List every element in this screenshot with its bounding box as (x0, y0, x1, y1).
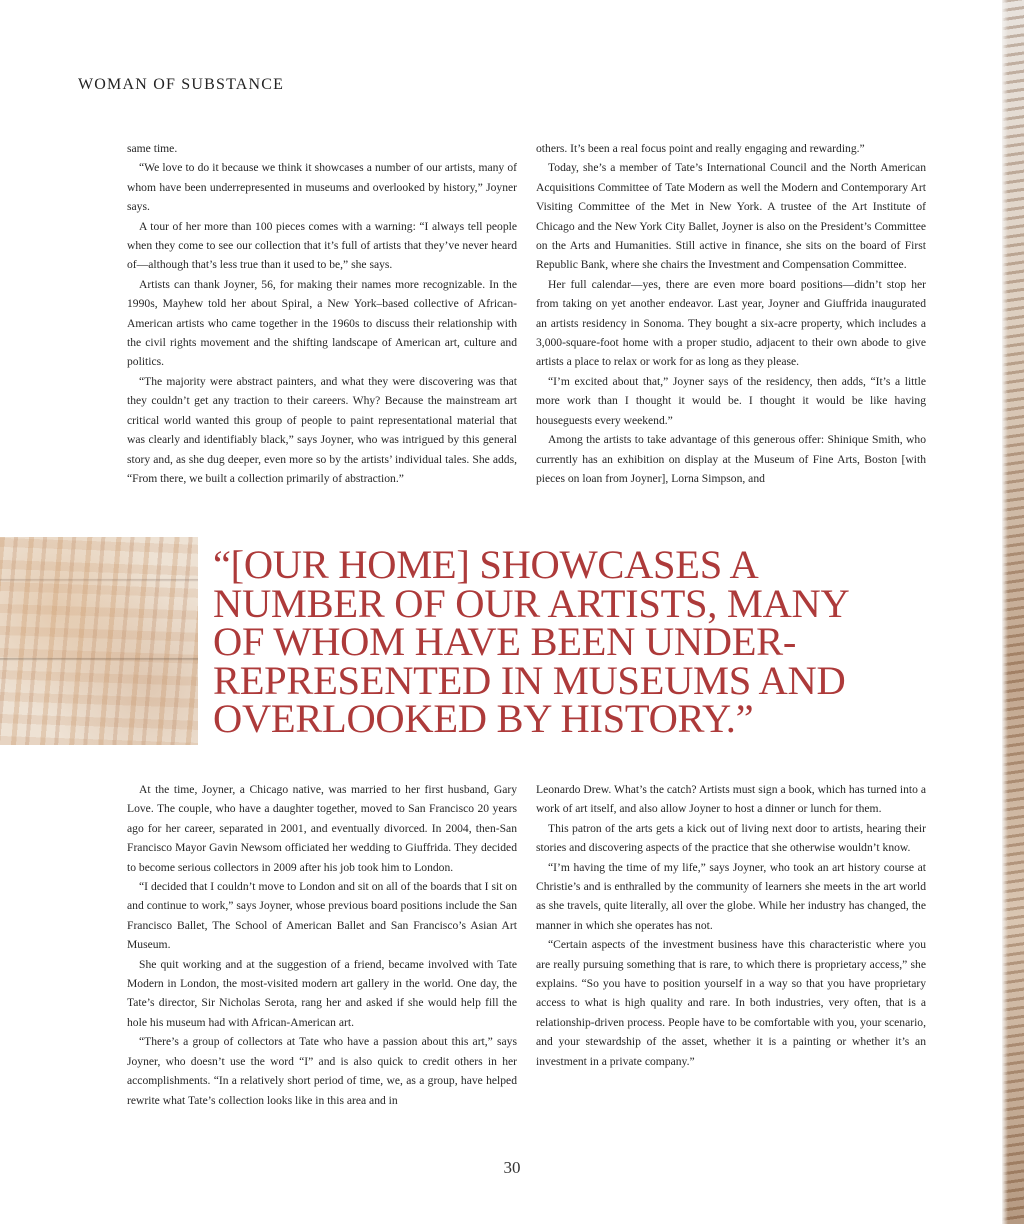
paragraph: “I decided that I couldn’t move to London and sit on all of the boards that I sit on and continue to work,” says Joyner, whose previous board positions include the San Francisco Ballet, The School of American Ballet and San Francisco’s Asian Art Museum. (127, 880, 517, 952)
paragraph: Among the artists to take advantage of this generous offer: Shinique Smith, who currently has an exhibition on display at the Museum of Fine Arts, Boston [with pieces on loan from Joyner], Lorna Simpson, and (536, 433, 926, 485)
paragraph: At the time, Joyner, a Chicago native, was married to her first husband, Gary Love. The couple, who have a daughter together, moved to San Francisco 20 years ago for her career, separated in 2001, and eventually divorced. In 2004, then-San Francisco Mayor Gavin Newsom officiated her wedding to Giuffrida. They decided to become serious collectors in 2009 after his job took him to London. (127, 783, 517, 874)
paragraph: She quit working and at the suggestion of a friend, became involved with Tate Modern in London, the most-visited modern art gallery in the world. One day, the Tate’s director, Sir Nicholas Serota, rang her and asked if she would help fill the hole his museum had with African-American art. (127, 957, 517, 1029)
paragraph: “I’m excited about that,” Joyner says of the residency, then adds, “It’s a little more work than I thought it would be. I thought it would be like having houseguests every weekend.” (536, 374, 926, 427)
paragraph: Leonardo Drew. What’s the catch? Artists must sign a book, which has turned into a work of art itself, and also allow Joyner to host a dinner or lunch for them. (536, 783, 926, 816)
edge-photo-strip (1002, 0, 1024, 1224)
column-bottom-left (127, 780, 517, 1110)
paragraph: “I’m having the time of my life,” says Joyner, who took an art history course at Christie’s and is enthralled by the community of learners she meets in the art world as she travels, quite literally, all over the globe. While her industry has changed, the manner in which she operates has not. (536, 860, 926, 932)
column-top-right (536, 139, 926, 488)
paragraph: same time. (127, 142, 178, 155)
paragraph: “The majority were abstract painters, and what they were discovering was that they couldn’t get any traction to their careers. Why? Because the mainstream art critical world wanted this group of people to paint representational material that was clearly and identifiably black,” says Joyner, who was intrigued by this general story and, as she dug deeper, even more so by the artists’ individual tales. She adds, “From there, we built a collection primarily of abstraction.” (127, 374, 517, 485)
paragraph: A tour of her more than 100 pieces comes with a warning: “I always tell people when they come to see our collection that it’s full of artists that they’ve never heard of—although that’s less true than it used to be,” she says. (127, 219, 517, 272)
wall-texture-photo (0, 537, 198, 745)
column-top-left (127, 139, 517, 488)
paragraph: Her full calendar—yes, there are even more board positions—didn’t stop her from taking on yet another endeavor. Last year, Joyner and Giuffrida inaugurated an artists residency in Sonoma. They bought a six-acre property, which includes a 3,000-square-foot home with a proper studio, adjacent to their own abode to give artists a place to relax or work for as long as they please. (536, 277, 926, 369)
paragraph: “There’s a group of collectors at Tate who have a passion about this art,” says Joyner, who doesn’t use the word “I” and is also quick to credit others in her accomplishments. “In a relatively short period of time, we, as a group, have helped rewrite what Tate’s collection looks like in this area and in (127, 1035, 517, 1107)
paragraph: This patron of the arts gets a kick out of living next door to artists, hearing their stories and discovering aspects of the practice that she otherwise wouldn’t know. (536, 821, 926, 855)
column-bottom-right (536, 780, 926, 1071)
pull-quote (213, 542, 943, 741)
pull-quote-line: OF WHOM HAVE BEEN UNDER- (213, 619, 797, 664)
pull-quote-line: “[OUR HOME] SHOWCASES A (213, 542, 759, 587)
page-number: 30 (503, 1158, 521, 1177)
paragraph: others. It’s been a real focus point and really engaging and rewarding.” (536, 142, 865, 155)
pull-quote-line: REPRESENTED IN MUSEUMS AND (213, 657, 846, 703)
running-head: WOMAN OF SUBSTANCE (78, 76, 285, 93)
paragraph: Today, she’s a member of Tate’s International Council and the North American Acquisitions Committee of Tate Modern as well the Modern and Contemporary Art Visiting Committee of the Met in New York. A trustee of the Art Institute of Chicago and the New York City Ballet, Joyner is also on the President’s Committee on the Arts and Humanities. Still active in finance, she sits on the board of First Republic Bank, where she chairs the Investment and Compensation Committee. (536, 161, 926, 272)
paragraph: “We love to do it because we think it showcases a number of our artists, many of whom have been underrepresented in museums and overlooked by history,” Joyner says. (127, 161, 517, 214)
pull-quote-line: NUMBER OF OUR ARTISTS, MANY (213, 580, 850, 626)
pull-quote-line: OVERLOOKED BY HISTORY.” (213, 696, 754, 741)
paragraph: “Certain aspects of the investment business have this characteristic where you are really pursuing something that is rare, to which there is proprietary access,” she explains. “So you have to position yourself in a way so that you have proprietary access to what is high quality and rare. In both industries, very often, that is a relationship-driven process. People have to be comfortable with you, your scenario, and your stewardship of the asset, whether it is a painting or whether it’s an investment in a private company.” (536, 938, 926, 1068)
paragraph: Artists can thank Joyner, 56, for making their names more recognizable. In the 1990s, Mayhew told her about Spiral, a New York–based collective of African-American artists who came together in the 1960s to discuss their relationship with the civil rights movement and the shifting landscape of American art, culture and politics. (127, 277, 517, 369)
